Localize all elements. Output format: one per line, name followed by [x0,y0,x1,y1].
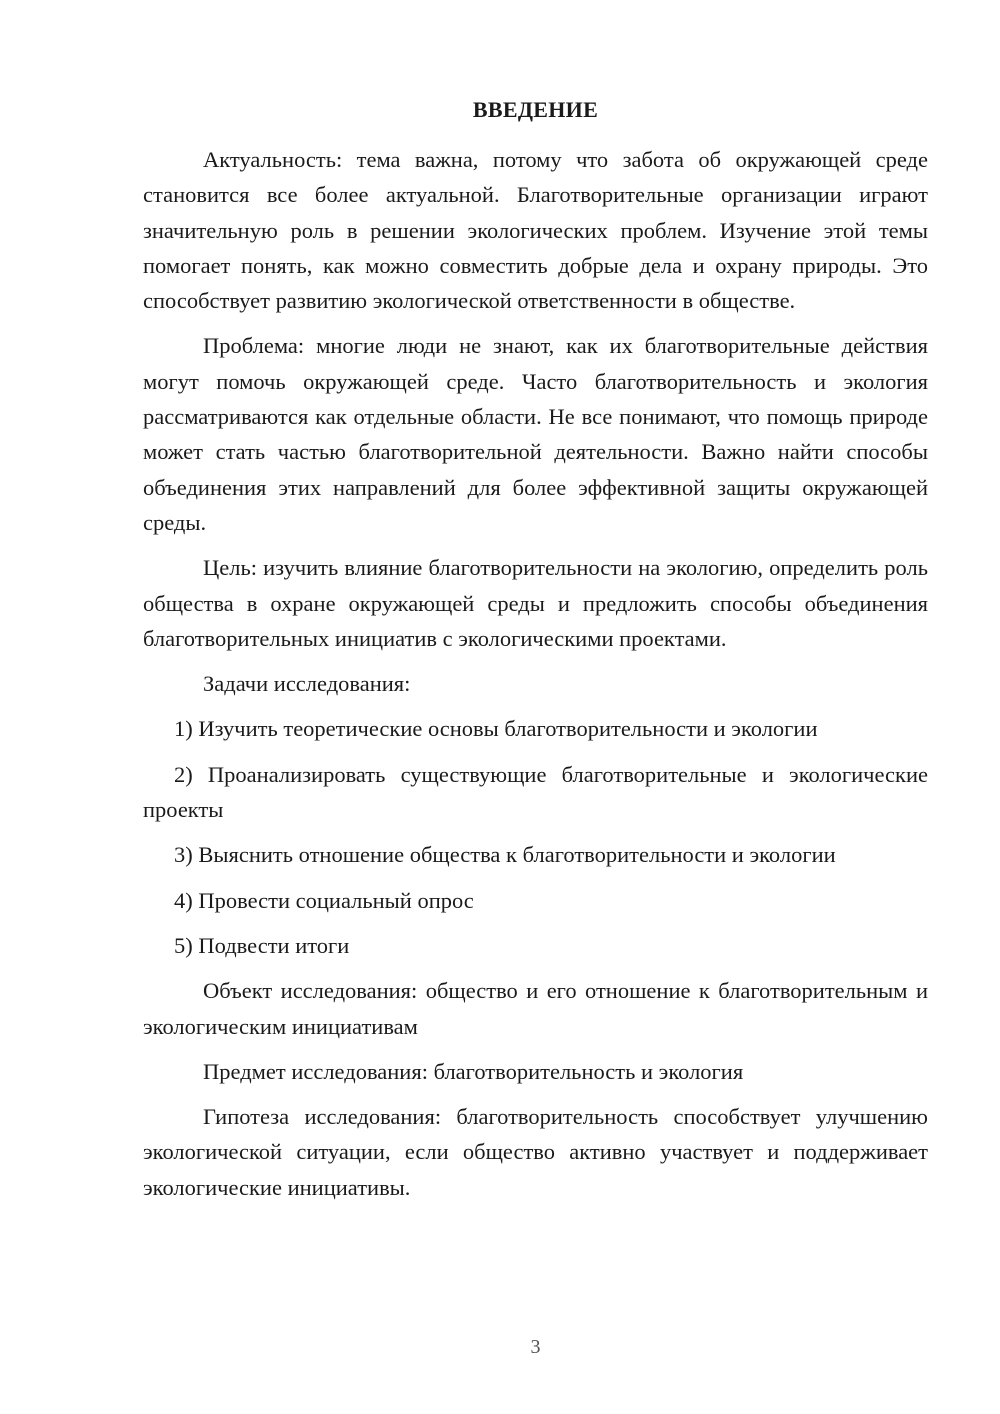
paragraph-hypothesis: Гипотеза исследования: благотворительность способствует улучшению экологической ситуации, если общество активно участвует и поддерживает экологические инициативы. [143,1104,928,1200]
paragraph-tasks-intro: Задачи исследования: [203,671,411,697]
task-item-4: 4) Провести социальный опрос [174,887,474,913]
document-page [143,0,928,1414]
document-heading: ВВЕДЕНИЕ [472,97,599,122]
task-item-1: 1) Изучить теоретические основы благотворительности и экологии [174,716,818,742]
paragraph-relevance: Актуальность: тема важна, потому что забота об окружающей среде становится все более актуальной. Благотворительные организации играют значительную роль в решении экологических проблем. Изучение этой темы помогает понять, как можно совместить добрые дела и охрану природы. Это способствует развитию экологической ответственности в обществе. [143,147,928,314]
task-item-5: 5) Подвести итоги [174,932,350,958]
paragraph-object: Объект исследования: общество и его отношение к благотворительным и экологическим инициативам [143,978,928,1039]
paragraph-problem: Проблема: многие люди не знают, как их благотворительные действия могут помочь окружающей среде. Часто благотворительность и экология рассматриваются как отдельные области. Не все понимают, что помощь природе может стать частью благотворительной деятельности. Важно найти способы объединения этих направлений для более эффективной защиты окружающей среды. [143,333,928,535]
document-body [143,142,928,1205]
paragraph-subject: Предмет исследования: благотворительность и экология [203,1058,744,1084]
page-number: 3 [530,1336,541,1358]
task-item-2: 2) Проанализировать существующие благотворительные и экологические проекты [143,761,928,823]
paragraph-goal: Цель: изучить влияние благотворительности на экологию, определить роль общества в охране окружающей среды и предложить способы объединения благотворительных инициатив с экологическими проектами. [143,555,928,651]
task-item-3: 3) Выяснить отношение общества к благотворительности и экологии [174,842,836,868]
